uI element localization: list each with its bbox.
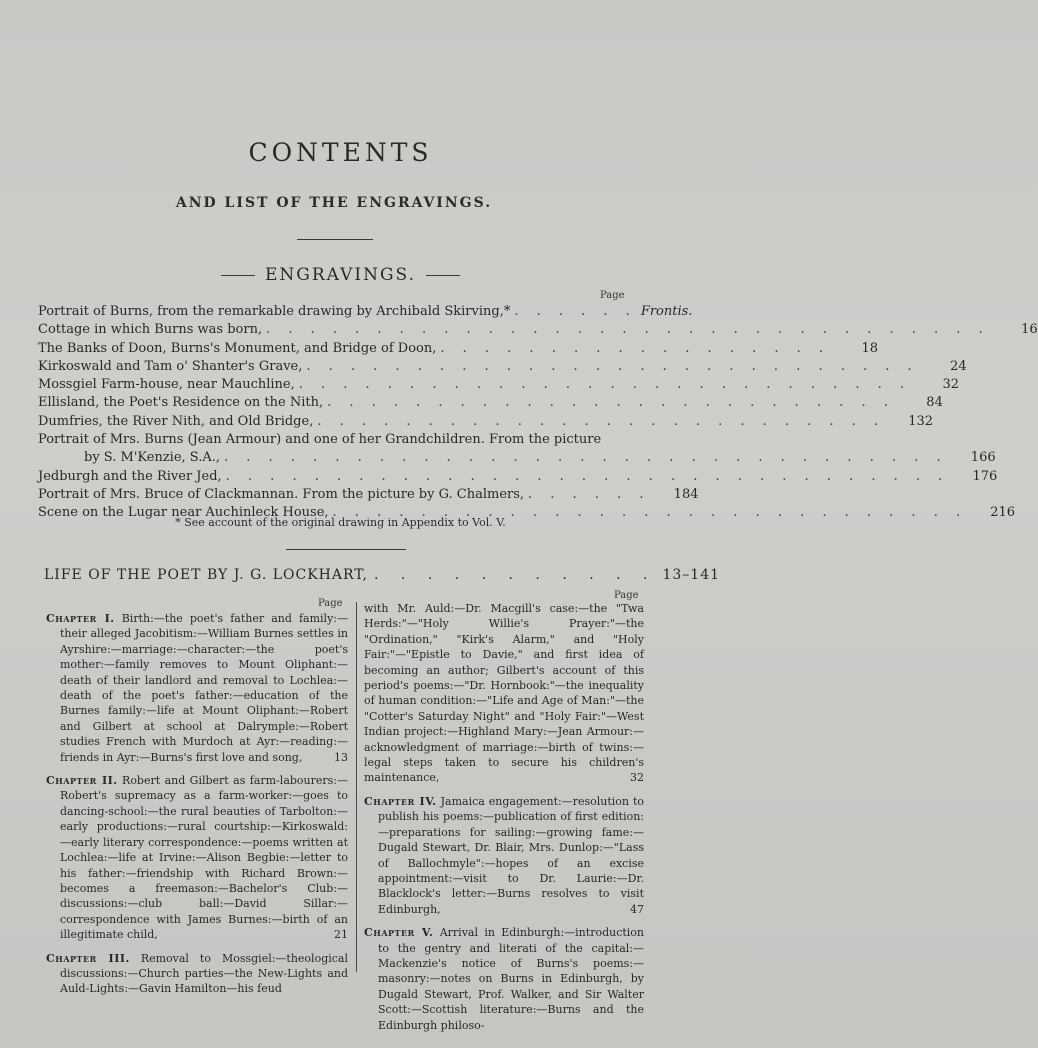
- chapters-right-column: [364, 601, 644, 1041]
- chapter-entry: [364, 925, 644, 1033]
- engraving-title: Cottage in which Burns was born,: [38, 322, 263, 338]
- engraving-page: 24: [950, 358, 967, 374]
- chapter-label: Chapter IV.: [364, 794, 437, 808]
- engraving-title: Portrait of Mrs. Burns (Jean Armour) and one of her Grandchildren. From the picture: [38, 432, 602, 448]
- section-rule: [286, 549, 406, 550]
- engravings-list: [38, 303, 1038, 523]
- list-item: [38, 321, 1038, 339]
- chapter-summary: Robert and Gilbert as farm-labourers:—Robert's supremacy as a farm-worker:—goes to dancing-school:—the rural beauties of Tarbolton:—early productions:—rural courtship:—Kirkoswald:—early literary correspondence:—poems written at Lochlea:—life at Irvine:—Alison Begbie:—letter to his father:—friendship with Richard Brown:—becomes a freemason:—Bachelor's Club:—discussions:—club ball:—David Sillar:—correspondence with James Burnes:—birth of an illegitimate child,: [60, 774, 348, 942]
- engraving-page: 184: [673, 486, 699, 502]
- chapter-label: Chapter I.: [46, 612, 115, 625]
- leader-dots: . . . . . . . . . . . . . . . . . . . . . . . . . .: [327, 395, 895, 411]
- list-item: [38, 413, 934, 431]
- engraving-title: Jedburgh and the River Jed,: [38, 468, 222, 484]
- leader-dots: . . . . . . . . . . . . . . . . . . . . . . . . . . . .: [298, 377, 912, 393]
- engraving-title: Ellisland, the Poet's Residence on the Nith,: [38, 395, 324, 411]
- chapter-continuation: [364, 601, 644, 786]
- leader-dots: . . . . . . . . . . . . . . . . . . . . . . . . . .: [317, 413, 886, 429]
- page-subtitle: AND LIST OF THE ENGRAVINGS.: [175, 195, 493, 211]
- chapter-summary: Removal to Mossgiel:—theological discussions:—Church parties—the New-Lights and Auld-Lights:—Gavin Hamilton—his feud: [60, 951, 348, 996]
- heading-dash-left: [221, 275, 255, 276]
- engraving-title: Portrait of Mrs. Bruce of Clackmannan. From the picture by G. Chalmers,: [38, 486, 525, 502]
- engraving-title: Kirkoswald and Tam o' Shanter's Grave,: [38, 358, 303, 374]
- chapter-label: Chapter III.: [46, 951, 130, 965]
- chapter-page: 47: [630, 902, 644, 916]
- engraving-page: 216: [990, 505, 1016, 521]
- page-title: CONTENTS: [248, 138, 433, 167]
- leader-dots: . . . . . . . . . . .: [374, 567, 657, 583]
- chapter-label: Chapter V.: [364, 926, 434, 940]
- engraving-page: 84: [926, 395, 943, 411]
- engraving-page: Frontis.: [640, 304, 693, 319]
- chapter-entry: [46, 951, 348, 997]
- chapter-summary: with Mr. Auld:—Dr. Macgill's case:—the "Twa Herds:"—"Holy Willie's Prayer:"—the "Ordination," "Kirk's Alarm," and "Holy Fair:"—"Epistle to Davie," and first idea of becoming an author; Gilbert's account of this period's poems:—"Dr. Hornbook:"—the inequality of human condition:—"Life and Age of Man:"—the "Cotter's Saturday Night" and "Holy Fair:"—West Indian project:—Highland Mary:—Jean Armour:—acknowledgment of marriage:—birth of twins:—legal steps taken to secure his children's maintenance,: [364, 602, 644, 785]
- leader-dots: . . . . . . . . . . . . . . . . . . . . . . . . . . . .: [306, 358, 919, 374]
- life-pages: 13–141: [662, 567, 721, 583]
- chapter-entry: [46, 773, 348, 942]
- life-title: LIFE OF THE POET BY J. G. LOCKHART,: [44, 567, 369, 583]
- list-item: [38, 358, 967, 376]
- engraving-page: 18: [861, 340, 879, 356]
- engravings-heading: [0, 265, 681, 285]
- heading-dash-right: [426, 275, 460, 276]
- engraving-title: Portrait of Burns, from the remarkable drawing by Archibald Skirving,*: [38, 304, 511, 319]
- leader-dots: . . . . . . . . . . . . . . . . . . . . . . . . . . . . . . . . .: [224, 450, 948, 466]
- list-item: [38, 449, 996, 467]
- engraving-title: The Banks of Doon, Burns's Monument, and Bridge of Doon,: [38, 340, 437, 356]
- chapters-left-column: [46, 611, 348, 1005]
- engraving-page: 166: [970, 450, 996, 466]
- chapter-entry: [46, 611, 348, 765]
- chapter-page: 13: [334, 750, 348, 764]
- chapter-summary: Jamaica engagement:—resolution to publish his poems:—publication of first edition:—preparations for sailing:—growing fame:—Dugald Stewart, Dr. Blair, Mrs. Dunlop:—"Lass of Ballochmyle":—hopes of an excise appointment:—visit to Dr. Laurie:—Dr. Blacklock's letter:—Burns resolves to visit Edinburgh,: [378, 794, 644, 916]
- list-item: [38, 468, 998, 486]
- engraving-page: 16: [1021, 322, 1038, 338]
- engraving-page: 132: [908, 413, 934, 429]
- leader-dots: . . . . . .: [514, 304, 637, 319]
- list-item: [38, 431, 628, 449]
- chapter-page: 32: [630, 771, 644, 785]
- engraving-title: Mossgiel Farm-house, near Mauchline,: [38, 377, 295, 393]
- chapter-summary: Arrival in Edinburgh:—introduction to the gentry and literati of the capital:—Mackenzie's notice of Burns's poems:—masonry:—notes on Burns in Edinburgh, by Dugald Stewart, Prof. Walker, and Sir Walter Scott:—Scottish literature:—Burns and the Edinburgh philoso-: [378, 926, 645, 1032]
- engraving-page: 176: [972, 468, 998, 484]
- engraving-page: 32: [942, 377, 960, 393]
- left-column-page-label: Page: [318, 598, 343, 609]
- leader-dots: . . . . . . . . . . . . . . . . . .: [440, 340, 831, 356]
- list-item: [38, 376, 960, 394]
- engravings-page-label: Page: [600, 290, 625, 301]
- chapter-page: 21: [334, 928, 348, 942]
- list-item: [38, 303, 693, 321]
- list-item: [38, 340, 879, 358]
- leader-dots: . . . . . .: [528, 486, 651, 502]
- chapter-summary: Birth:—the poet's father and family:—their alleged Jacobitism:—William Burnes settles in Ayrshire:—marriage:—character:—the poet's mother:—family removes to Mount Oliphant:—death of their landlord and removal to Lochlea:—death of the poet's father:—education of the Burnes family:—life at Mount Oliphant:—Robert and Gilbert at school at Dalrymple:—Robert studies French with Murdoch at Ayr:—reading:—friends in Ayr:—Burns's first love and song,: [60, 612, 348, 764]
- leader-dots: . . . . . . . . . . . . . . . . . . . . . . . . . . . . .: [332, 505, 968, 521]
- engravings-footnote: * See account of the original drawing in Appendix to Vol. V.: [175, 516, 506, 529]
- leader-dots: . . . . . . . . . . . . . . . . . . . . . . . . . . . . . . . . .: [225, 468, 950, 484]
- life-heading: [44, 567, 721, 583]
- title-rule: [297, 239, 373, 240]
- right-column-page-label: Page: [614, 590, 639, 601]
- list-item: [38, 486, 699, 504]
- leader-dots: . . . . . . . . . . . . . . . . . . . . . . . . . . . . . . . . .: [266, 322, 990, 338]
- column-divider: [356, 602, 357, 972]
- engravings-heading-text: ENGRAVINGS.: [265, 265, 416, 285]
- engraving-title: Dumfries, the River Nith, and Old Bridge,: [38, 413, 314, 429]
- chapter-label: Chapter II.: [46, 774, 118, 788]
- chapter-entry: [364, 794, 644, 917]
- list-item: [38, 394, 943, 412]
- engraving-title: by S. M'Kenzie, S.A.,: [84, 450, 221, 466]
- engraving-title: Scene on the Lugar near Auchinleck House,: [38, 505, 329, 521]
